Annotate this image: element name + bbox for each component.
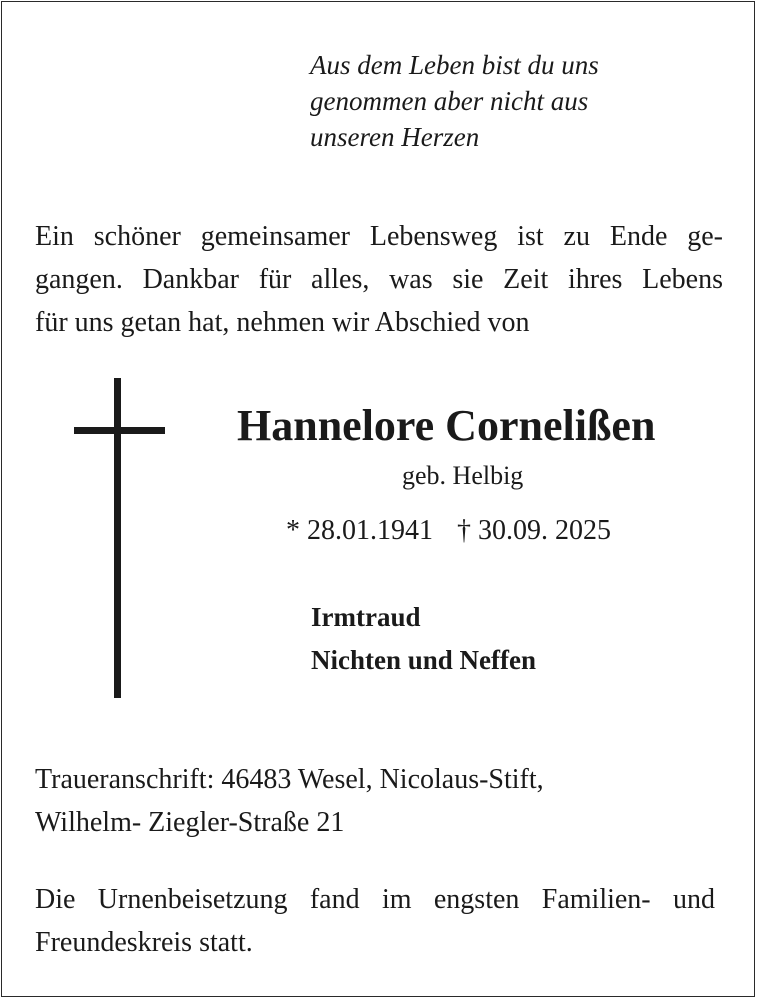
mourner: Irmtraud xyxy=(311,602,421,632)
intro-line: für uns getan hat, nehmen wir Abschied von xyxy=(35,307,530,338)
intro-paragraph xyxy=(35,215,723,344)
mourners-list xyxy=(311,596,536,682)
address-line: Traueranschrift: 46483 Wesel, Nicolaus-Stift, xyxy=(35,764,544,795)
death-date: † 30.09. 2025 xyxy=(457,515,611,546)
deceased-name: Hannelore Cornelißen xyxy=(237,401,656,450)
mourning-address xyxy=(35,758,544,844)
motto-quote xyxy=(310,47,599,155)
motto-line: genommen aber nicht aus xyxy=(310,86,589,116)
cross-vertical-bar xyxy=(114,378,121,698)
birth-date: * 28.01.1941 xyxy=(286,515,433,546)
life-dates xyxy=(286,515,611,547)
mourner: Nichten und Neffen xyxy=(311,645,537,675)
intro-line: gangen. Dankbar für alles, was sie Zeit ihres Lebens xyxy=(35,264,723,295)
cross-horizontal-bar xyxy=(74,427,165,434)
motto-line: unseren Herzen xyxy=(310,122,480,152)
burial-line: Freundeskreis statt. xyxy=(35,927,253,958)
motto-line: Aus dem Leben bist du uns xyxy=(310,50,599,80)
maiden-name: geb. Helbig xyxy=(402,461,524,490)
burial-notice xyxy=(35,878,715,964)
address-line: Wilhelm- Ziegler-Straße 21 xyxy=(35,807,345,838)
intro-line: Ein schöner gemeinsamer Lebensweg ist zu Ende ge- xyxy=(35,221,723,252)
burial-line: Die Urnenbeisetzung fand im engsten Familien- und xyxy=(35,884,715,915)
